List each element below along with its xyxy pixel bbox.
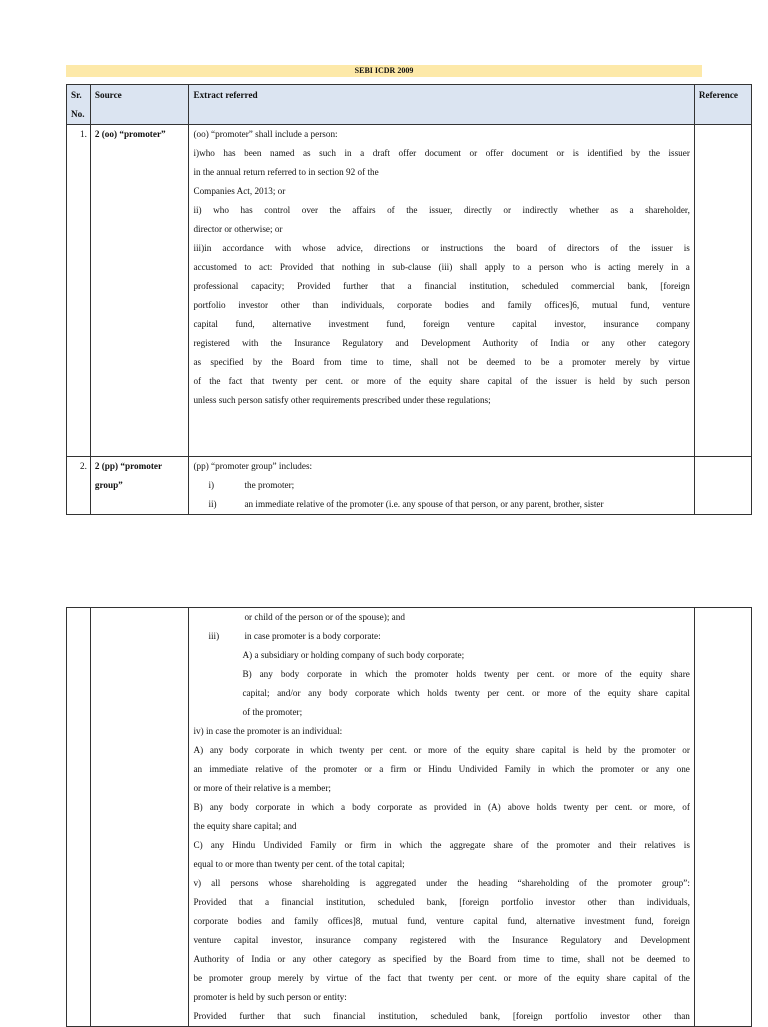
list-item-text: the promoter; (244, 480, 295, 490)
extract-line: director or otherwise; or (193, 224, 283, 234)
row-sr-no: 1. (67, 125, 91, 457)
extract-line: Companies Act, 2013; or (193, 186, 286, 196)
table-row (67, 457, 752, 515)
header-source: Source (90, 85, 189, 125)
row-extract (189, 608, 694, 1027)
extract-line: v) all persons whose shareholding is aggregated under the heading “shareholding of the promoter group”: (193, 878, 690, 888)
extract-line: i)who has been named as such in a draft offer document or offer document or is identified by the issuer (193, 148, 690, 158)
extract-line: ii) who has control over the affairs of the issuer, directly or indirectly whether as a shareholder, (193, 205, 690, 215)
row-source: 2 (oo) “promoter” (90, 125, 189, 457)
extract-line: iv) in case the promoter is an individual: (193, 726, 343, 736)
page-title: SEBI ICDR 2009 (66, 65, 702, 77)
sebi-icdr-table-continued (66, 607, 752, 1027)
extract-line: or child of the person or of the spouse); and (244, 612, 405, 622)
extract-line: professional capacity; Provided further that a financial institution, scheduled commercial bank, [foreign (193, 281, 690, 291)
extract-line: B) any body corporate in which a body corporate as provided in (A) above holds twenty per cent. or more, of (193, 802, 690, 812)
extract-line: iii)in accordance with whose advice, directions or instructions the board of directors of the issuer is (193, 243, 690, 253)
header-reference: Reference (694, 85, 751, 125)
list-item (193, 495, 689, 514)
row-reference (694, 457, 751, 515)
extract-line: an immediate relative of the promoter or a firm or Hindu Undivided Family in which the promoter or any one (193, 764, 690, 774)
row-extract (189, 457, 694, 515)
list-item (193, 476, 689, 495)
list-item-number: i) (208, 480, 215, 490)
extract-line: B) any body corporate in which the promoter holds twenty per cent. or more of the equity share (242, 669, 690, 679)
extract-line: the equity share capital; and (193, 821, 297, 831)
row-reference (694, 608, 751, 1027)
extract-line: in the annual return referred to in section 92 of the (193, 167, 379, 177)
sebi-icdr-table (66, 84, 752, 515)
extract-line: capital; and/or any body corporate which holds twenty per cent. or more of the equity share capital (242, 688, 690, 698)
extract-line: (oo) “promoter” shall include a person: (193, 129, 338, 139)
extract-line: Authority of India or any other category as specified by the Board from time to time, shall not be deemed to (193, 954, 690, 964)
list-item (193, 627, 689, 646)
extract-line: as specified by the Board from time to time, shall not be deemed to be a promoter merely by virtue (193, 357, 690, 367)
extract-line: be promoter group merely by virtue of the fact that twenty per cent. or more of the equity share capital of the (193, 973, 690, 983)
extract-line: Provided further that such financial institution, scheduled bank, [foreign portfolio investor other than (193, 1011, 690, 1021)
table-header-row (67, 85, 752, 125)
extract-line: promoter is held by such person or entity: (193, 992, 347, 1002)
header-sr-no: Sr. No. (67, 85, 91, 125)
header-extract: Extract referred (189, 85, 694, 125)
list-item-text: in case promoter is a body corporate: (244, 631, 381, 641)
row-sr-no (67, 608, 91, 1027)
extract-line: of the promoter; (242, 707, 303, 717)
row-reference (694, 125, 751, 457)
table-row (67, 125, 752, 457)
table-row (67, 608, 752, 1027)
list-item-number: ii) (208, 499, 217, 509)
extract-line: venture capital investor, insurance company registered with the Insurance Regulatory and Development (193, 935, 690, 945)
list-item-number: iii) (208, 631, 220, 641)
extract-line: (pp) “promoter group” includes: (193, 461, 313, 471)
extract-line: A) any body corporate in which twenty per cent. or more of the equity share capital is held by the promoter or (193, 745, 690, 755)
extract-line: unless such person satisfy other requirements prescribed under these regulations; (193, 395, 491, 405)
extract-line: or more of their relative is a member; (193, 783, 331, 793)
extract-line: A) a subsidiary or holding company of such body corporate; (242, 650, 465, 660)
extract-line: portfolio investor other than individuals, corporate bodies and family offices]6, mutual fund, venture (193, 300, 690, 310)
row-extract (189, 125, 694, 457)
extract-line: corporate bodies and family offices]8, mutual fund, venture capital fund, alternative investment fund, foreign (193, 916, 690, 926)
row-source: 2 (pp) “promoter group” (90, 457, 189, 515)
extract-line: capital fund, alternative investment fund, foreign venture capital investor, insurance company (193, 319, 690, 329)
extract-line: of the fact that twenty per cent. or more of the equity share capital of the issuer is held by such person (193, 376, 690, 386)
extract-line: accustomed to act: Provided that nothing in sub-clause (iii) shall apply to a person who is acting merely in a (193, 262, 690, 272)
extract-line: equal to or more than twenty per cent. of the total capital; (193, 859, 405, 869)
list-item-text: an immediate relative of the promoter (i.e. any spouse of that person, or any parent, brother, sister (244, 499, 604, 509)
row-source (90, 608, 189, 1027)
extract-line: Provided that a financial institution, scheduled bank, [foreign portfolio investor other than individuals, (193, 897, 690, 907)
extract-line: C) any Hindu Undivided Family or firm in which the aggregate share of the promoter and their relatives is (193, 840, 690, 850)
row-sr-no: 2. (67, 457, 91, 515)
extract-line: registered with the Insurance Regulatory and Development Authority of India or any other category (193, 338, 690, 348)
